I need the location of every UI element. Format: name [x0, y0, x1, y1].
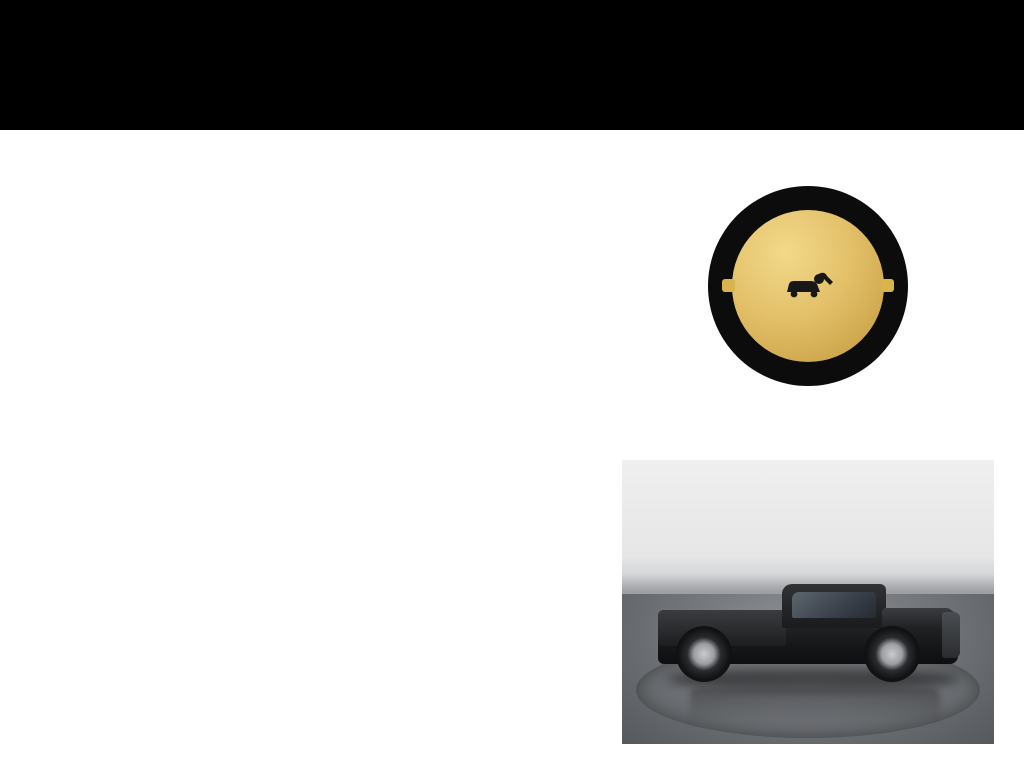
car-with-wrench-icon [781, 270, 835, 300]
badge-content [732, 210, 884, 362]
truck-rear-wheel [676, 626, 732, 682]
truck-illustration [650, 558, 970, 686]
vehicle-photo [622, 460, 994, 744]
certified-warranty-badge [708, 186, 908, 386]
dealer-header [0, 0, 1024, 130]
truck-front-wheel [864, 626, 920, 682]
truck-grille [942, 612, 960, 658]
feature-list [0, 130, 600, 268]
truck-window [792, 592, 876, 618]
media-column [600, 130, 1024, 768]
truck-reflection [690, 688, 940, 724]
